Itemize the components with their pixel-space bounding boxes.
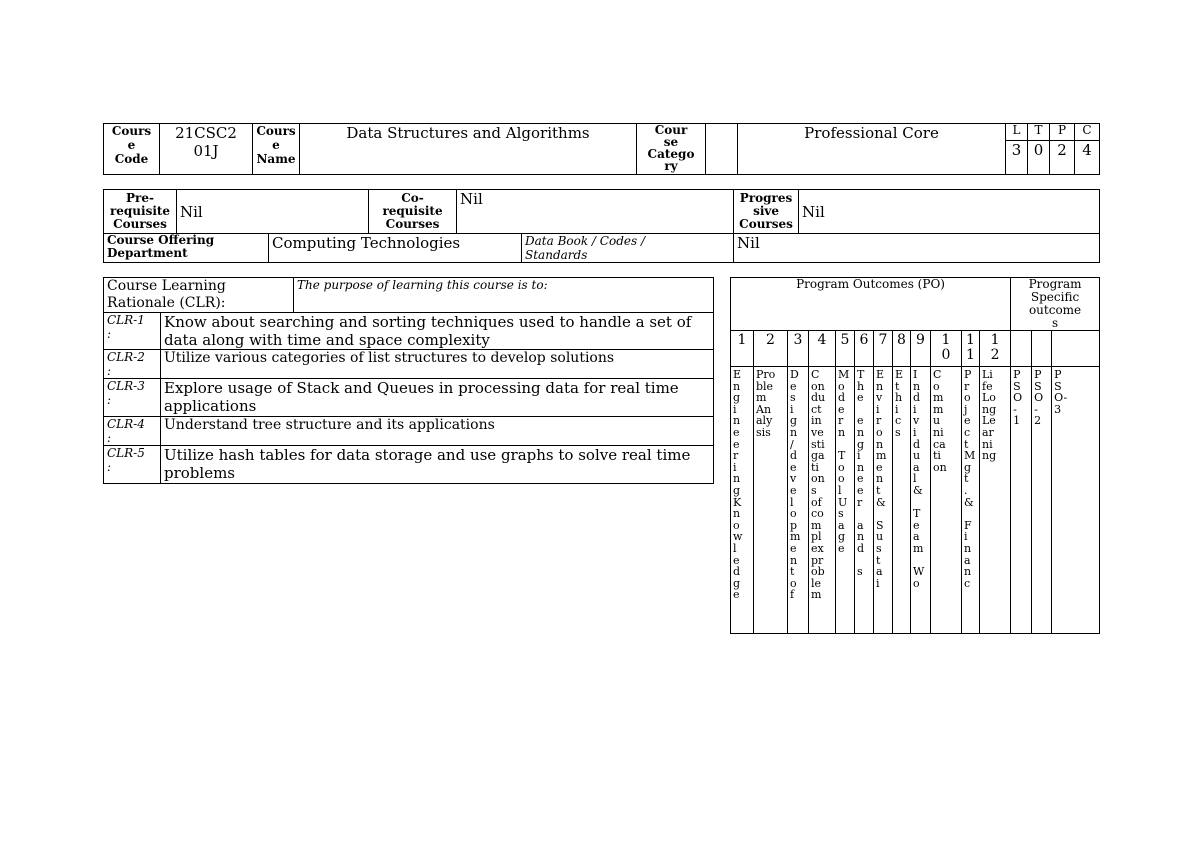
po-title: C on du ct in ve sti ga ti on s of co m pl ex pr ob le m (809, 367, 836, 634)
po-title: T h e e n g i n e e r a n d s (855, 367, 874, 634)
progressive-label: Progres sive Courses (734, 190, 799, 234)
po-number: 7 (874, 331, 893, 367)
po-number: 4 (809, 331, 836, 367)
offering-label: Course Offering Department (104, 234, 269, 263)
pso-number-blank (1032, 331, 1052, 367)
ltpc-value-l: 3 (1006, 141, 1028, 175)
coreq-value: Nil (457, 190, 734, 234)
pso-title: P S O - 2 (1032, 367, 1052, 634)
clr-header-label: Course Learning Rationale (CLR): (104, 278, 294, 313)
coreq-label: Co- requisite Courses (369, 190, 457, 234)
category-spacer (706, 124, 738, 175)
clr-text: Explore usage of Stack and Queues in processing data for real time applications (161, 379, 714, 417)
course-name: Data Structures and Algorithms (300, 124, 637, 175)
databook-label: Data Book / Codes / Standards (522, 234, 734, 263)
pso-number-blank (1011, 331, 1032, 367)
course-header-table (103, 123, 1100, 175)
po-number: 3 (788, 331, 809, 367)
ltpc-value-p: 2 (1050, 141, 1075, 175)
clr-id: CLR-3 : (104, 379, 161, 417)
po-title: E n v i r o n m e n t & S u s t a i (874, 367, 893, 634)
program-outcomes-table (730, 277, 1100, 634)
ltpc-label-t: T (1028, 124, 1050, 141)
po-title: E t h i c s (893, 367, 911, 634)
ltpc-label-p: P (1050, 124, 1075, 141)
po-title: C o m m u ni ca ti on (931, 367, 962, 634)
pso-title: P S O- 3 (1052, 367, 1100, 634)
po-number: 6 (855, 331, 874, 367)
po-number: 5 (836, 331, 855, 367)
po-number: 8 (893, 331, 911, 367)
pso-header: Program Specific outcome s (1011, 278, 1100, 331)
course-category-label: Cour se Catego ry (637, 124, 706, 175)
clr-id: CLR-2 : (104, 350, 161, 379)
course-code: 21CSC2 01J (160, 124, 253, 175)
clr-text: Understand tree structure and its applications (161, 417, 714, 446)
prereq-value: Nil (177, 190, 369, 234)
databook-value: Nil (734, 234, 1100, 263)
po-number: 1 2 (980, 331, 1011, 367)
po-number: 1 (731, 331, 754, 367)
pso-number-blank (1052, 331, 1100, 367)
po-number: 1 0 (931, 331, 962, 367)
ltpc-label-l: L (1006, 124, 1028, 141)
po-number: 1 1 (962, 331, 980, 367)
po-header: Program Outcomes (PO) (731, 278, 1011, 331)
ltpc-value-c: 4 (1075, 141, 1100, 175)
clr-text: Know about searching and sorting techniques used to handle a set of data along with time and space complexity (161, 313, 714, 350)
progressive-value: Nil (799, 190, 1100, 234)
course-name-label: Cours e Name (253, 124, 300, 175)
po-title: I n d i v i d u a l & T e a m W o (911, 367, 931, 634)
clr-table (103, 277, 714, 484)
po-title: M o d e r n T o o l U s a g e (836, 367, 855, 634)
po-title: Li fe Lo ng Le ar ni ng (980, 367, 1011, 634)
clr-id: CLR-1 : (104, 313, 161, 350)
po-number: 9 (911, 331, 931, 367)
prerequisite-table (103, 189, 1100, 263)
ltpc-value-t: 0 (1028, 141, 1050, 175)
pso-title: P S O - 1 (1011, 367, 1032, 634)
clr-id: CLR-5 : (104, 446, 161, 484)
po-title: P r o j e c t M g t . & F i n a n c (962, 367, 980, 634)
course-category: Professional Core (738, 124, 1006, 175)
po-title: Pro ble m An aly sis (754, 367, 788, 634)
ltpc-label-c: C (1075, 124, 1100, 141)
clr-purpose: The purpose of learning this course is to: (294, 278, 714, 313)
course-code-label: Cours e Code (104, 124, 160, 175)
clr-text: Utilize hash tables for data storage and use graphs to solve real time problems (161, 446, 714, 484)
prereq-label: Pre- requisite Courses (104, 190, 177, 234)
clr-text: Utilize various categories of list structures to develop solutions (161, 350, 714, 379)
po-title: E n g i n e e r i n g K n o w l e d g e (731, 367, 754, 634)
clr-id: CLR-4 : (104, 417, 161, 446)
offering-value: Computing Technologies (269, 234, 522, 263)
po-number: 2 (754, 331, 788, 367)
po-title: D e s i g n / d e v e l o p m e n t o f (788, 367, 809, 634)
